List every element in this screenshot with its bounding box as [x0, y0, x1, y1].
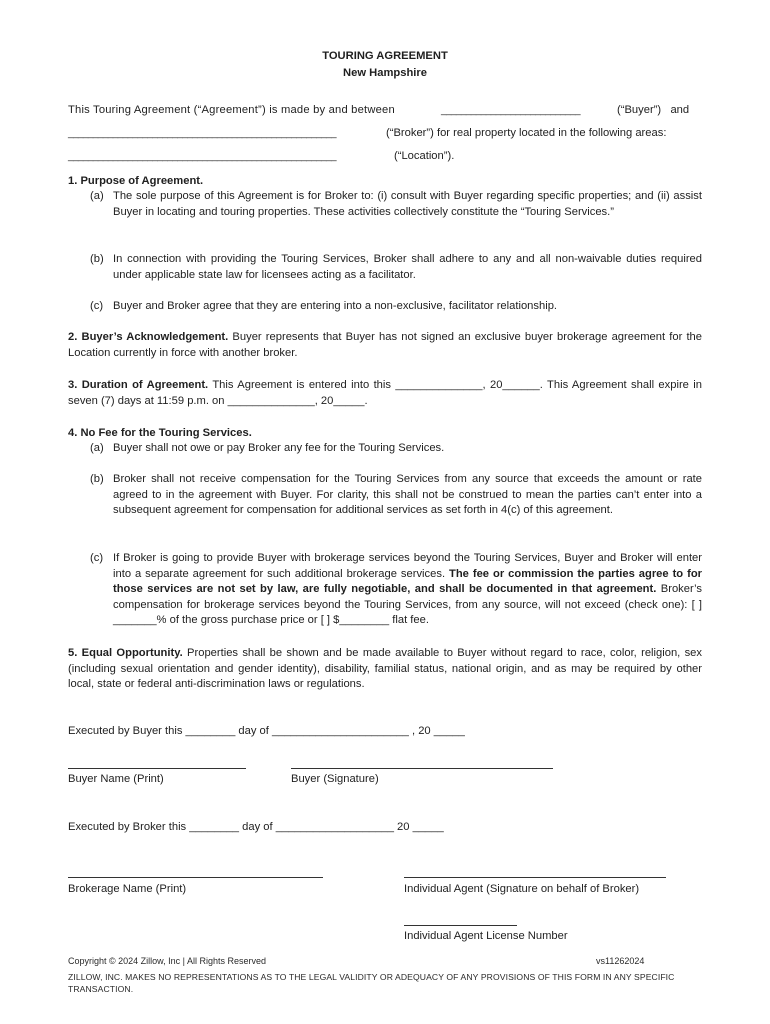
buyer-name-blank[interactable]: ____________________________ — [441, 105, 580, 116]
section-1a-text: The sole purpose of this Agreement is for Broker to: (i) consult with Buyer regarding specific properties; and (ii) assist Buyer in locating and touring properties. These activities collectively constitute the “Touring Services.” — [113, 190, 702, 218]
section-1a — [90, 189, 702, 220]
section-4a-text: Buyer shall not owe or pay Broker any fee for the Touring Services. — [113, 442, 445, 454]
agent-signature-label: Individual Agent (Signature on behalf of Broker) — [404, 883, 640, 895]
location-blank[interactable]: ______________________________________________________ — [68, 151, 336, 162]
section-5-text: Properties shall be shown and be made available to Buyer without regard to race, color, religion, sex (including sexual orientation and gender identity), disability, familial status, national origin, and as may be required by other local, state or federal anti-discrimination laws or regulations. — [68, 647, 703, 691]
intro-broker-label: (“Broker”) for real property located in the following areas: — [386, 127, 667, 139]
section-4c-text-start: If Broker is going to provide Buyer with brokerage services beyond the Touring Services, Buyer and Broker will enter into a separate agreement for such additional brokerage services. — [113, 552, 702, 580]
section-5 — [68, 646, 702, 693]
license-number-line[interactable] — [404, 925, 517, 926]
section-1c — [90, 299, 702, 315]
document-state: New Hampshire — [343, 67, 427, 79]
section-4-heading: 4. No Fee for the Touring Services. — [68, 427, 252, 439]
brokerage-name-line[interactable] — [68, 877, 323, 878]
item-letter: (a) — [90, 442, 104, 454]
copyright-text: Copyright © 2024 Zillow, Inc | All Rights Reserved — [68, 956, 267, 966]
buyer-name-label: Buyer Name (Print) — [68, 773, 164, 785]
section-2 — [68, 330, 702, 361]
section-1b-text: In connection with providing the Touring Services, Broker shall adhere to any and all non-waivable duties required under applicable state law for licensees acting as a facilitator. — [113, 253, 702, 281]
broker-name-blank[interactable]: ______________________________________________________ — [68, 128, 336, 139]
section-3-heading: 3. Duration of Agreement. — [68, 379, 209, 391]
section-4c-text — [113, 551, 702, 629]
section-1c-text: Buyer and Broker agree that they are entering into a non-exclusive, facilitator relationship. — [113, 300, 558, 312]
item-letter: (c) — [90, 300, 104, 312]
intro-buyer-label: (“Buyer”) and — [617, 104, 690, 116]
section-5-heading: 5. Equal Opportunity. — [68, 647, 183, 659]
license-number-label: Individual Agent License Number — [404, 930, 568, 942]
item-letter: (b) — [90, 253, 104, 265]
intro-line-3 — [68, 149, 702, 165]
section-2-text: Buyer represents that Buyer has not signed an exclusive buyer brokerage agreement for the Location currently in force with another broker. — [68, 331, 703, 359]
section-2-heading: 2. Buyer’s Acknowledgement. — [68, 331, 229, 343]
item-letter: (b) — [90, 473, 104, 485]
form-version: vs11262024 — [596, 956, 645, 966]
buyer-signature-line[interactable] — [291, 768, 553, 769]
section-1-heading: 1. Purpose of Agreement. — [68, 175, 204, 187]
buyer-executed-line[interactable]: Executed by Buyer this ________ day of ______________________ , 20 _____ — [68, 725, 465, 737]
section-4a — [90, 441, 702, 457]
intro-line-2 — [68, 126, 702, 142]
buyer-name-signature-line[interactable] — [68, 768, 246, 769]
section-4c — [90, 551, 702, 629]
intro-line-1 — [68, 103, 702, 119]
legal-disclaimer: ZILLOW, INC. MAKES NO REPRESENTATIONS AS TO THE LEGAL VALIDITY OR ADEQUACY OF ANY PROVISIONS OF THIS FORM IN ANY SPECIFIC TRANSACTION. — [68, 972, 675, 994]
section-3-text: This Agreement is entered into this ______________, 20______. This Agreement shall expire in seven (7) days at 11:59 p.m. on ______________, 20_____. — [68, 379, 702, 407]
section-4b — [90, 472, 702, 519]
section-4c-text-end: Broker’s compensation for brokerage services beyond the Touring Services, from any source, will not exceed (check one): [ ] _______% of the gross purchase price or [ ] $________ flat fee. — [113, 583, 703, 627]
item-letter: (c) — [90, 552, 104, 564]
item-letter: (a) — [90, 190, 104, 202]
buyer-signature-label: Buyer (Signature) — [291, 773, 379, 785]
agent-signature-line[interactable] — [404, 877, 666, 878]
section-1b — [90, 252, 702, 283]
section-4c-text-bold: The fee or commission the parties agree to for those services are not set by law, are fully negotiable, and shall be documented in that agreement. — [113, 567, 703, 596]
brokerage-name-label: Brokerage Name (Print) — [68, 883, 187, 895]
section-4b-text: Broker shall not receive compensation for the Touring Services from any source that exceeds the amount or rate agreed to in the agreement with Buyer. For clarity, this shall not be construed to mean the parties can’t enter into a subsequent agreement for compensation for additional services as set forth in 4(c) of this agreement. — [113, 473, 702, 517]
intro-text-start: This Touring Agreement (“Agreement”) is made by and between — [68, 104, 395, 116]
intro-location-label: (“Location”). — [394, 150, 455, 162]
document-title: TOURING AGREEMENT — [322, 50, 448, 62]
section-3 — [68, 378, 702, 409]
broker-executed-line[interactable]: Executed by Broker this ________ day of ___________________ 20 _____ — [68, 821, 444, 833]
